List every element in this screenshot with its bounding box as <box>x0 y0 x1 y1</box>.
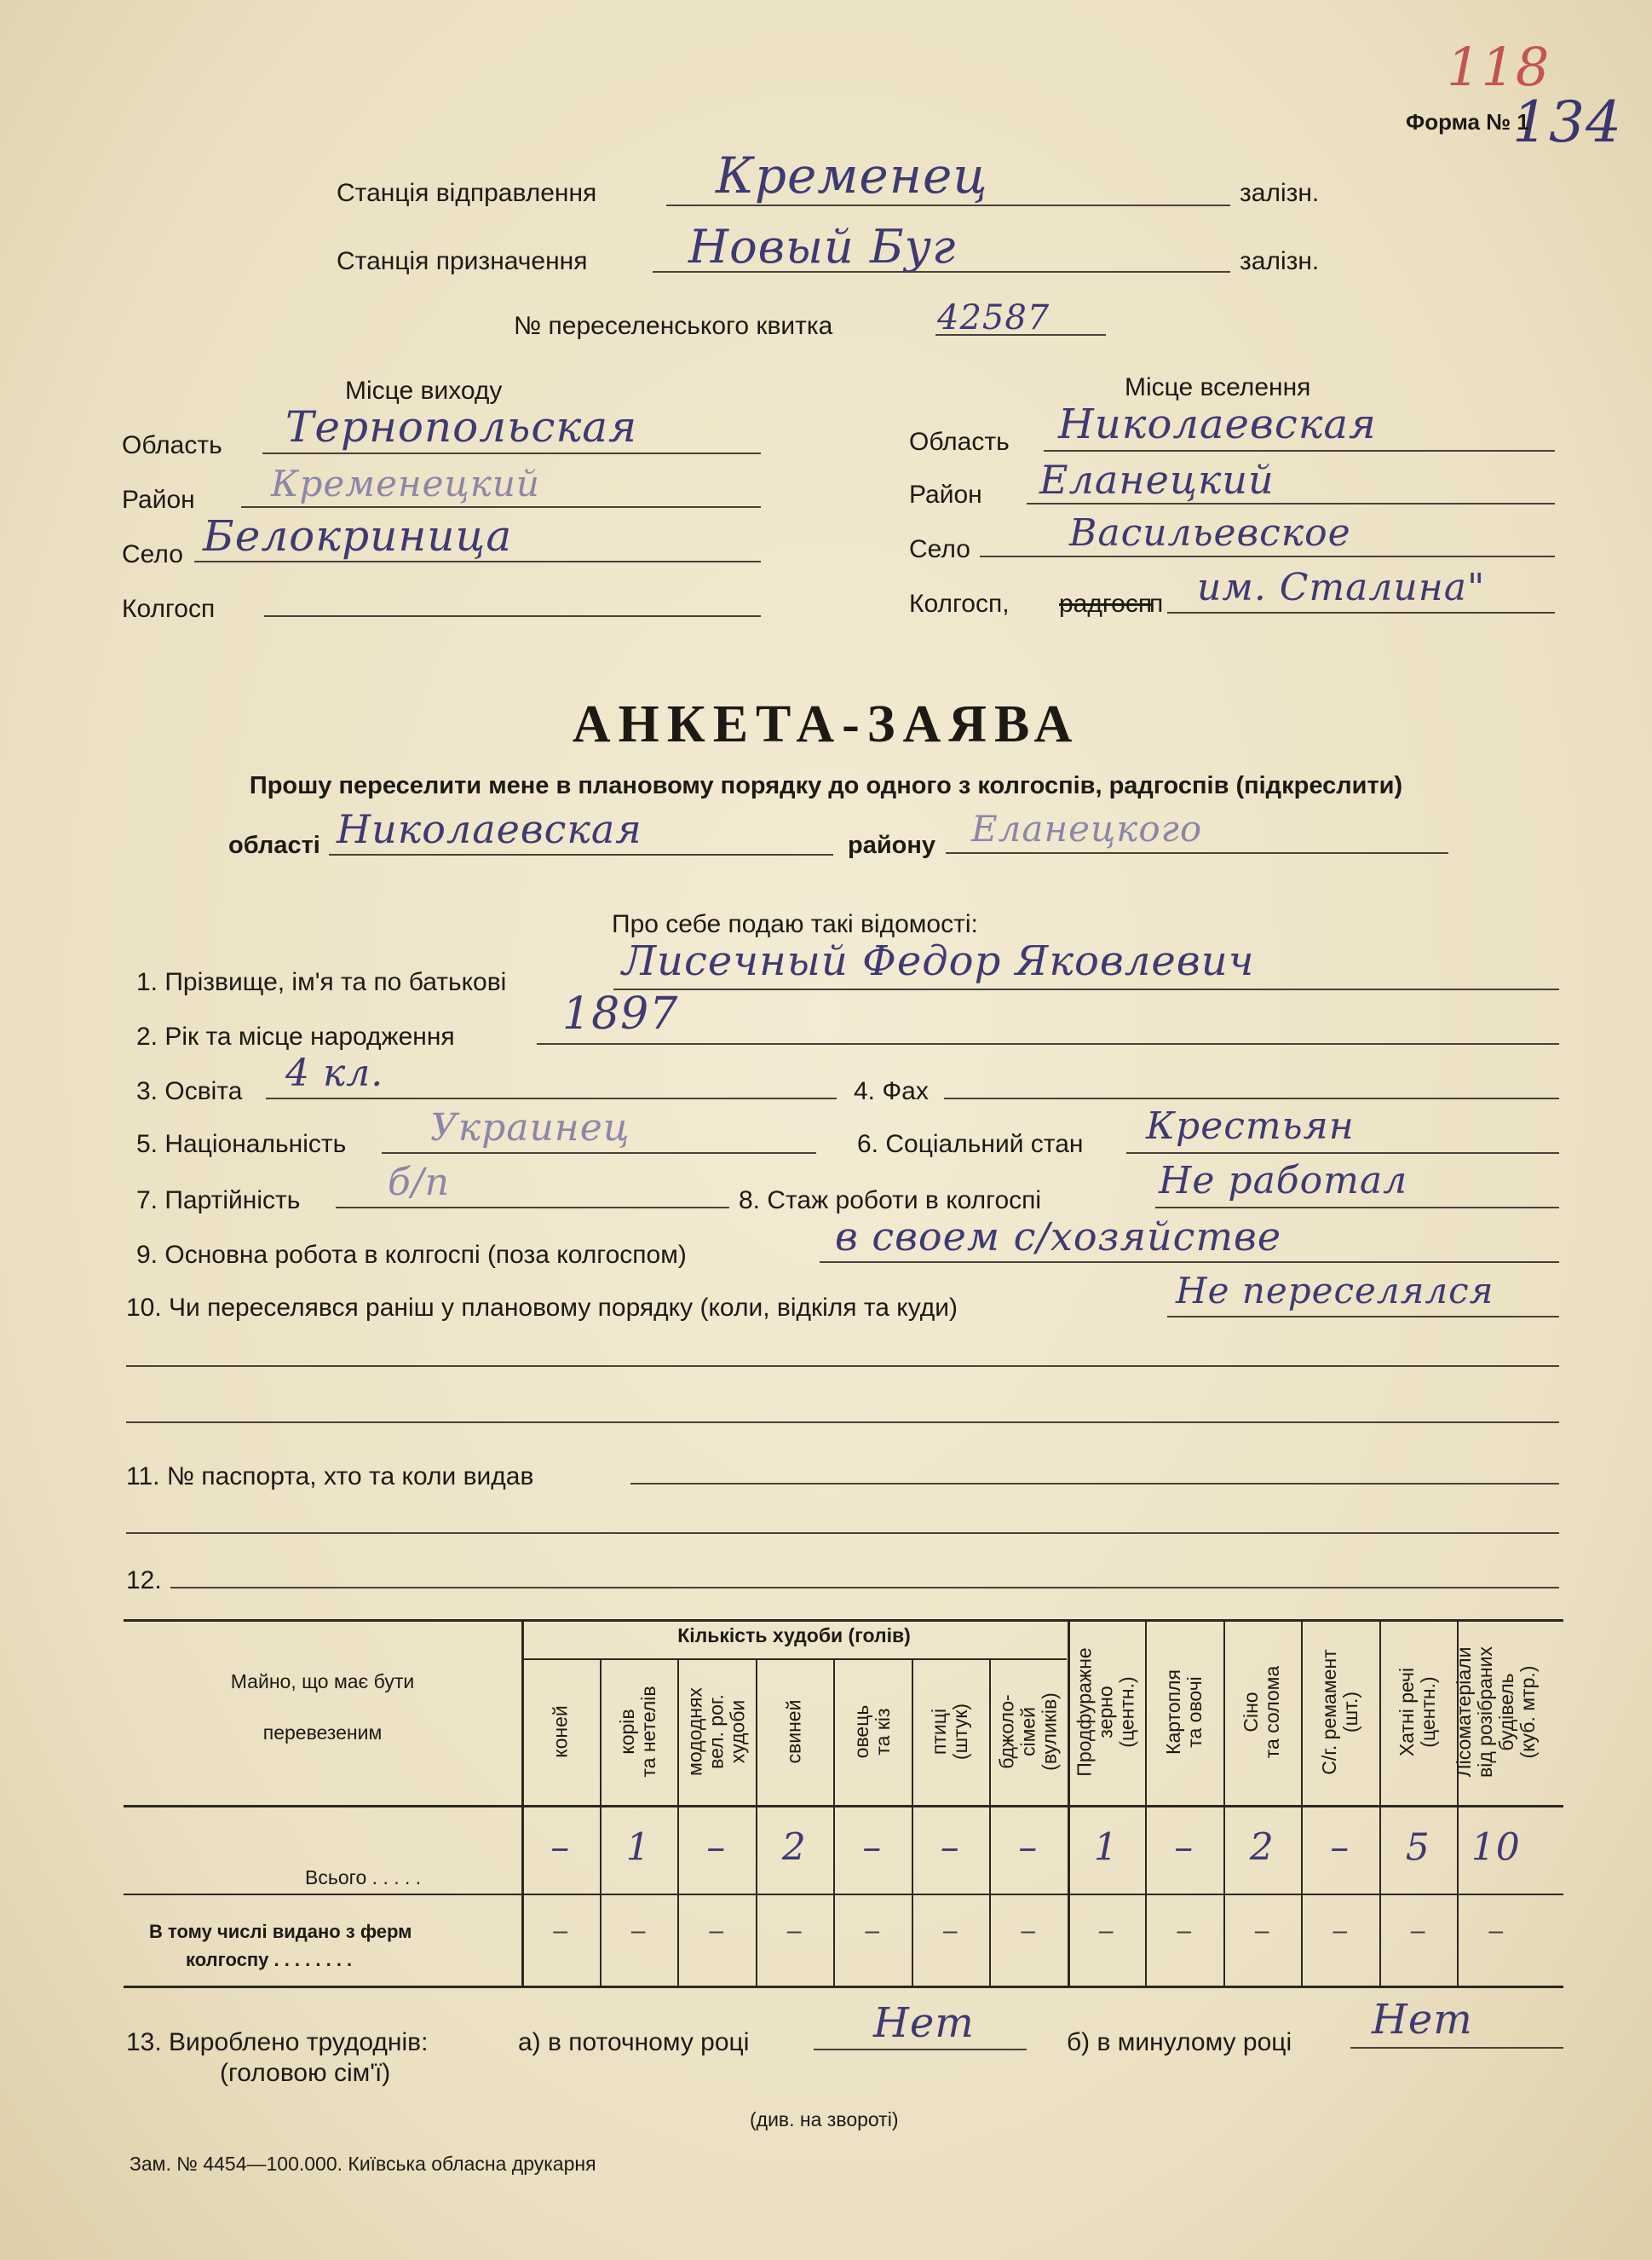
dest-selo-value: Васильевское <box>1069 511 1351 555</box>
dest-selo-label: Село <box>909 535 970 563</box>
dest-oblast-line <box>1044 450 1555 452</box>
request-raion-value: Еланецкого <box>971 808 1203 850</box>
field-9-line <box>820 1261 1559 1263</box>
field-2-line <box>537 1043 1559 1045</box>
farm-value: – <box>865 1917 880 1945</box>
request-oblast-label: області <box>228 832 320 859</box>
field-7-value: б/п <box>388 1161 451 1204</box>
farm-value: – <box>553 1917 568 1945</box>
farm-value: – <box>942 1917 958 1945</box>
current-year-value: Нет <box>873 1999 975 2047</box>
field-12-label: 12. <box>126 1566 162 1594</box>
field-3-label: 3. Освіта <box>136 1077 243 1105</box>
farm-value: – <box>786 1917 802 1945</box>
origin-oblast-label: Область <box>122 431 222 459</box>
field-1-label: 1. Прізвище, ім'я та по батькові <box>136 968 507 996</box>
field-8-value: Не работал <box>1159 1159 1408 1202</box>
field-1-value: Лисечный Федор Яковлевич <box>622 937 1255 985</box>
origin-selo-line <box>194 561 761 562</box>
dest-raion-label: Район <box>909 481 982 509</box>
property-header-1: Майно, що має бути <box>230 1670 415 1692</box>
column-header: Лісоматеріали від розібраних будівель (куб. мтр.) <box>1452 1646 1539 1778</box>
request-oblast-line <box>329 854 833 856</box>
livestock-header: Кількість худоби (голів) <box>677 1624 911 1646</box>
dest-kolhosp-struck: радгосп <box>1059 590 1153 618</box>
field-12-line <box>170 1587 1559 1588</box>
farm-value: – <box>709 1917 724 1945</box>
field-10-line-3 <box>126 1421 1559 1423</box>
field-5-line <box>382 1152 816 1154</box>
ticket-label: № переселенського квитка <box>514 312 833 340</box>
field-7-label: 7. Партійність <box>136 1186 301 1214</box>
column-header: птиці (штук) <box>928 1703 972 1761</box>
field-6-value: Крестьян <box>1146 1104 1355 1148</box>
field-6-label: 6. Соціальний стан <box>857 1130 1084 1158</box>
field-4-line <box>944 1098 1559 1099</box>
field-7-line <box>336 1207 729 1208</box>
field-10-value: Не переселялся <box>1176 1270 1494 1312</box>
column-divider <box>989 1658 991 1986</box>
column-divider <box>1145 1619 1147 1986</box>
total-label: Всього . . . . . <box>305 1866 422 1888</box>
property-header-2: перевезеним <box>262 1721 383 1744</box>
print-info: Зам. № 4454—100.000. Київська обласна друкарня <box>130 2153 596 2175</box>
column-divider <box>1379 1619 1381 1986</box>
farm-value: – <box>1098 1917 1114 1945</box>
field-3-line <box>266 1098 837 1099</box>
total-value: – <box>550 1825 571 1870</box>
total-value: 2 <box>781 1825 807 1870</box>
dest-oblast-label: Область <box>909 428 1010 456</box>
column-header: бджоло- сімей (вуликів) <box>995 1692 1061 1771</box>
origin-kolhosp-line <box>264 615 761 617</box>
farm-value: – <box>1333 1917 1348 1945</box>
column-divider <box>756 1658 757 1986</box>
total-value: – <box>706 1825 727 1870</box>
see-back-note: (див. на звороті) <box>750 2108 899 2130</box>
column-header: свиней <box>782 1699 805 1764</box>
column-divider <box>1068 1619 1070 1986</box>
column-divider <box>600 1658 602 1986</box>
departure-value: Кременец <box>716 147 988 205</box>
field-5-value: Украинец <box>430 1106 630 1150</box>
farm-value: – <box>1488 1917 1504 1945</box>
total-value: 10 <box>1471 1825 1521 1870</box>
origin-oblast-value: Тернопольская <box>285 402 638 452</box>
dest-kolhosp-line <box>1167 612 1555 614</box>
form-number: Форма № 1 <box>1406 109 1529 135</box>
field-10-line-2 <box>126 1365 1559 1367</box>
ticket-value: 42587 <box>937 298 1050 337</box>
request-text: Прошу переселити мене в плановому порядку до одного з колгоспів, радгоспів (підкреслити) <box>249 772 1403 799</box>
total-value: – <box>1174 1825 1194 1870</box>
dest-oblast-value: Николаевская <box>1058 401 1377 448</box>
field-9-value: в своем с/хозяйстве <box>835 1214 1282 1260</box>
total-value: 1 <box>625 1825 651 1870</box>
dest-selo-line <box>980 556 1555 557</box>
workdays-label: 13. Вироблено трудоднів: <box>126 2028 429 2056</box>
origin-raion-value: Кременецкий <box>271 463 540 504</box>
field-1-line <box>613 989 1559 990</box>
column-divider <box>1457 1619 1459 1986</box>
total-value: – <box>862 1825 883 1870</box>
origin-kolhosp-label: Колгосп <box>122 595 216 623</box>
dest-kolhosp-value: им. Сталина" <box>1197 566 1486 609</box>
farm-value: – <box>630 1917 646 1945</box>
farm-value: – <box>1254 1917 1269 1945</box>
field-3-value: 4 кл. <box>285 1052 384 1095</box>
current-year-label: а) в поточному році <box>518 2028 750 2056</box>
dest-heading: Місце вселення <box>1125 373 1311 401</box>
destination-value: Новый Буг <box>688 220 957 274</box>
total-value: 1 <box>1093 1825 1119 1870</box>
dest-raion-line <box>1027 503 1555 504</box>
field-8-line <box>1155 1207 1559 1208</box>
archive-mark-top: 118 <box>1447 36 1551 98</box>
farm-label-1: В тому числі видано з ферм <box>149 1921 412 1942</box>
total-value: 5 <box>1405 1825 1430 1870</box>
destination-label: Станція призначення <box>337 247 588 275</box>
column-divider <box>1223 1619 1225 1986</box>
request-raion-label: району <box>848 832 936 859</box>
column-divider <box>833 1658 835 1986</box>
origin-selo-value: Белокриница <box>203 511 513 561</box>
request-oblast-value: Николаевская <box>337 806 642 852</box>
dest-kolhosp-label: Колгосп, <box>909 590 1010 618</box>
origin-raion-line <box>241 506 761 508</box>
departure-suffix: залізн. <box>1240 179 1320 207</box>
destination-suffix: залізн. <box>1240 247 1320 275</box>
column-header: корів та нетелів <box>616 1686 660 1778</box>
field-5-label: 5. Національність <box>136 1130 347 1158</box>
total-value: – <box>940 1825 960 1870</box>
farm-value: – <box>1177 1917 1192 1945</box>
column-header: мододнях вел. рог. худоби <box>683 1687 749 1776</box>
field-2-value: 1897 <box>562 989 679 1040</box>
workdays-sub: (головою сім'ї) <box>220 2059 391 2087</box>
farm-label-2: колгоспу . . . . . . . . <box>186 1949 353 1970</box>
field-11-line-2 <box>126 1532 1559 1534</box>
field-2-label: 2. Рік та місце народження <box>136 1023 455 1051</box>
info-heading: Про себе подаю такі відомості: <box>612 910 978 938</box>
column-header: овець та кіз <box>849 1704 894 1759</box>
field-10-line <box>1167 1316 1559 1317</box>
column-header: Картопля та овочі <box>1161 1669 1206 1755</box>
origin-oblast-line <box>262 453 761 454</box>
origin-selo-label: Село <box>122 540 183 568</box>
total-value: 2 <box>1249 1825 1275 1870</box>
request-raion-line <box>946 852 1448 854</box>
field-10-label: 10. Чи переселявся раніш у плановому порядку (коли, відкіля та куди) <box>126 1294 958 1322</box>
last-year-label: б) в минулому році <box>1067 2028 1292 2056</box>
dest-raion-value: Еланецкий <box>1039 457 1275 503</box>
column-divider <box>912 1658 913 1986</box>
column-header: Продфуражне зерно (центн.) <box>1073 1647 1138 1777</box>
last-year-value: Нет <box>1372 1996 1473 2044</box>
column-divider <box>677 1658 679 1986</box>
origin-raion-label: Район <box>122 486 195 514</box>
archive-mark-bottom: 134 <box>1512 89 1622 155</box>
total-value: – <box>1018 1825 1039 1870</box>
field-11-label: 11. № паспорта, хто та коли видав <box>126 1462 534 1490</box>
last-year-line <box>1350 2047 1563 2049</box>
farm-value: – <box>1021 1917 1036 1945</box>
column-header: Сіно та солома <box>1240 1665 1284 1759</box>
column-header: Хатні речі (центн.) <box>1396 1667 1440 1757</box>
column-header: коней <box>549 1705 572 1758</box>
departure-label: Станція відправлення <box>337 179 597 207</box>
document-page: 118 134 Форма № 1 Станція відправлення Кременец залізн. Станція призначення Новый Буг залізн. № переселенського квитка 42587 Місце виходу Область Тернопольская Район Кременецкий Село Белокриница Колгосп Місце вселення Область Николаевская Район Еланецкий Село Васильевское Колгосп, радгосп п им. Сталина" АНКЕТА-ЗАЯВА Прошу переселити мене в плановому порядку до одного з колгоспів, радгоспів (підкреслити) області Николаевская району Еланецкого Про себе подаю такі відомості: 1. Прізвище, ім'я та по батькові Лисечный Федор Яковлевич 2. Рік та місце народження 1897 3. Освіта 4 кл. 4. Фах 5. Національність Украинец 6. Соціальний стан Крестьян 7. Партійність б/п 8. Стаж роботи в колгоспі Не работал 9. Основна робота в колгоспі (поза колгоспом) в своем с/хозяйстве 10. Чи переселявся раніш у плановому порядку (коли, відкіля та куди) Не переселялся 11. № паспорта, хто та коли видав 12. Майно, що має бути перевезеним Кількість худоби (голів) коней корів та нетелів мододнях вел. рог. худоби свиней овець та кіз птиці (штук) бджоло- сімей (вуликів) Продфуражне зерно (центн.) Картопля та овочі Сіно та солома С/г. ремамент (шт.) Хатні речі (центн.) Лісоматеріали від розібраних будівель (куб. мтр.) Всього . . . . . – 1 – 2 – – – 1 – 2 – 5 10 В тому числі видано з ферм колгоспу . . . . . . . . – – – – – – – – – – – – – 13. Вироблено трудоднів: (головою сім'ї) а) в поточному році Нет б) в минулому році Нет (див. на звороті) Зам. № 4454—100.000. Київська обласна друкарня <box>0 0 1652 2260</box>
field-8-label: 8. Стаж роботи в колгоспі <box>739 1186 1042 1214</box>
total-value: – <box>1330 1825 1350 1870</box>
field-11-line <box>630 1483 1559 1485</box>
field-9-label: 9. Основна робота в колгоспі (поза колгоспом) <box>136 1241 687 1269</box>
field-6-line <box>1126 1152 1559 1154</box>
departure-line <box>666 205 1230 206</box>
origin-heading: Місце виходу <box>345 377 503 405</box>
column-divider <box>1301 1619 1303 1986</box>
field-4-label: 4. Фах <box>854 1077 929 1105</box>
column-header: С/г. ремамент (шт.) <box>1317 1649 1361 1775</box>
farm-value: – <box>1410 1917 1425 1945</box>
current-year-line <box>814 2049 1027 2050</box>
form-title: АНКЕТА-ЗАЯВА <box>572 695 1080 753</box>
